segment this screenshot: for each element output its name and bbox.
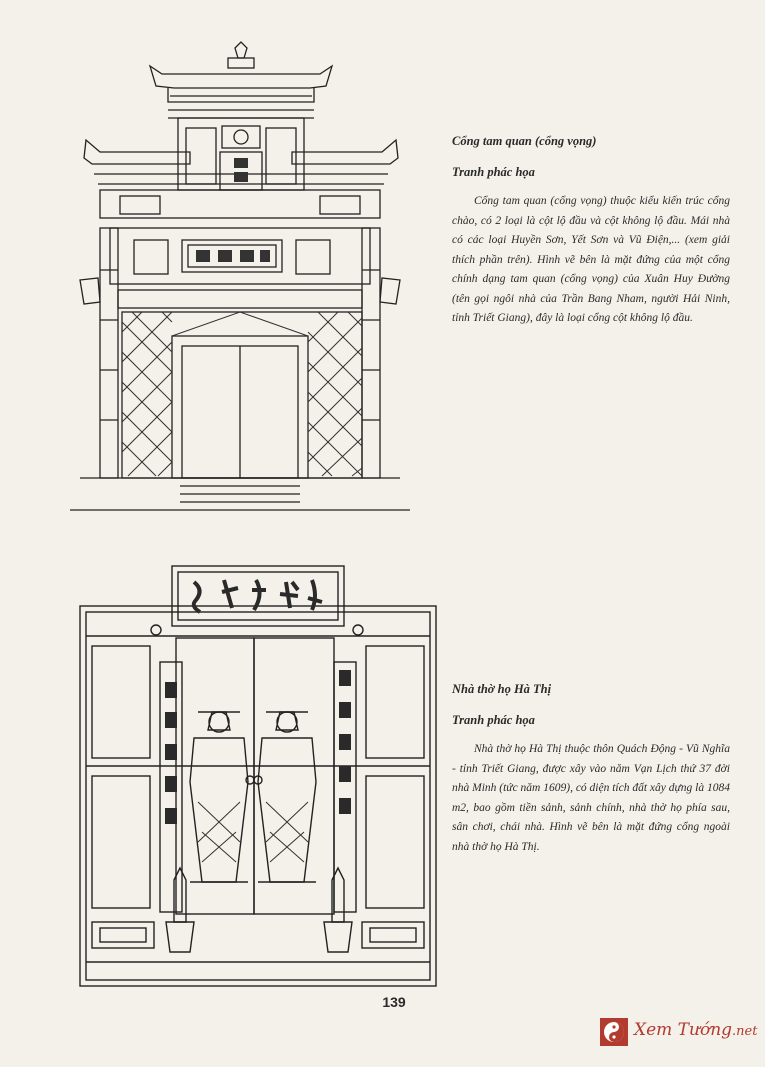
gate-sketch-figure bbox=[70, 40, 410, 520]
caption-body: Cổng tam quan (cổng vọng) thuộc kiểu kiến trúc cổng chào, có 2 loại là cột lộ đầu và cột không lộ đầu. Mái nhà có các loại Huyền Sơn, Yết Sơn và Vũ Điện,... (xem giải thích phần trên). Hình vẽ bên là mặt đứng của một cổng chính dạng tam quan (cổng vọng) của Xuân Huy Đường (tên gọi ngôi nhà của Trần Bang Nham, người Hải Ninh, tỉnh Triết Giang), đây là loại cổng cột không lộ đầu. bbox=[452, 195, 730, 324]
caption-subtitle: Tranh phác họa bbox=[452, 165, 535, 179]
caption-body: Nhà thờ họ Hà Thị thuộc thôn Quách Động - Vũ Nghĩa - tỉnh Triết Giang, được xây vào năm Vạn Lịch thứ 37 đời nhà Minh (tức năm 1609), có diện tích đất xây dựng là 1084 m2, bao gồm tiền sảnh, sảnh chính, nhà thờ họ phía sau, sân chơi, chái nhà. Hình vẽ bên là mặt đứng cổng ngoài nhà thờ họ Hà Thị. bbox=[452, 743, 730, 853]
gate-sketch-drawing bbox=[70, 40, 410, 520]
caption-title: Nhà thờ họ Hà Thị bbox=[452, 682, 552, 696]
watermark-text bbox=[634, 1020, 757, 1040]
yin-yang-icon bbox=[600, 1018, 628, 1046]
caption-title: Cổng tam quan (cổng vọng) bbox=[452, 134, 597, 148]
ancestral-hall-gate-drawing bbox=[76, 562, 440, 990]
watermark-logo[interactable] bbox=[600, 1014, 760, 1050]
caption-subtitle: Tranh phác họa bbox=[452, 713, 535, 727]
caption-gate bbox=[452, 134, 730, 329]
page-number: 139 bbox=[382, 994, 406, 1010]
caption-ancestral-hall bbox=[452, 682, 730, 857]
ancestral-hall-gate-figure bbox=[76, 562, 440, 990]
watermark-suffix: .net bbox=[732, 1024, 758, 1039]
watermark-brand: Xem Tướng bbox=[634, 1020, 733, 1040]
